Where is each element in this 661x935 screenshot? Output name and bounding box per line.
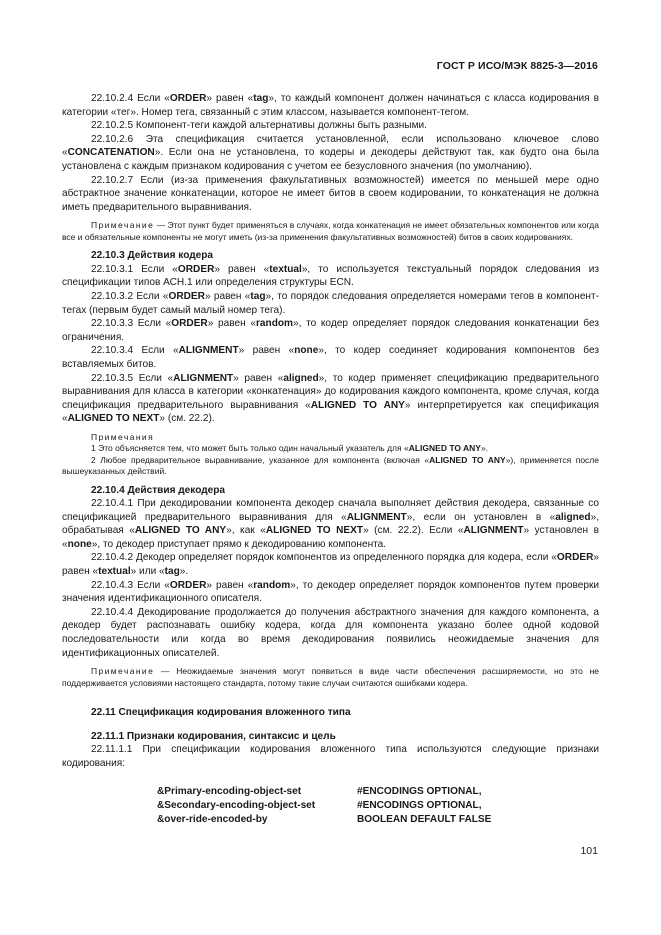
paragraph-22-10-2-5: 22.10.2.5 Компонент-теги каждой альтернативы должны быть разными. [91, 120, 427, 132]
note-label: Примечание [91, 220, 155, 231]
paragraph-22-10-4-2: 22.10.4.2 Декодер определяет порядок компонентов из определенного порядка для кодера, если «ORDER» равен «textual» или «tag». [62, 552, 599, 578]
paragraph-22-10-3-1: 22.10.3.1 Если «ORDER» равен «textual», то используется текстуальный порядок следования из спецификации типов АСН.1 или определения структуры ECN. [62, 263, 599, 289]
heading-22-10-4: 22.10.4 Действия декодера [91, 484, 226, 496]
paragraph-22-10-4-4: 22.10.4.4 Декодирование продолжается до получения абстрактного значения для каждого компонента, а декодер будет распознавать ошибку кодера, когда для компонента указано более одной кодовой последовательности или когда во время декодирования появились неожидаемые значения для идентификационных описателей. [62, 606, 599, 659]
code-block [157, 785, 599, 826]
paragraph-22-10-3-5: 22.10.3.5 Если «ALIGNMENT» равен «aligned», то кодер применяет спецификацию предварительного выравнивания для класса в категории «конкатенация» до кодирования каждого компонента, кроме случая, когда спецификация предварительного выравнивания «ALIGNED TO ANY» интерпретируется как спецификация «ALIGNED TO NEXT» (см. 22.2). [62, 372, 600, 425]
code-right: #ENCODINGS OPTIONAL, [357, 786, 482, 798]
paragraph-22-10-2-6: 22.10.2.6 Эта спецификация считается установленной, если использовано ключевое слово «CONCATENATION». Если она не установлена, то кодеры и декодеры действуют так, как будто она была установлена с каждым признаком кодирования с учетом ее безусловного значения (по умолчанию). [62, 133, 599, 172]
heading-22-11: 22.11 Спецификация кодирования вложенного типа [91, 707, 351, 719]
heading-22-11-1: 22.11.1 Признаки кодирования, синтаксис и цель [91, 730, 336, 742]
notes-2-item-1: 1 Это объясняется тем, что может быть только один начальный указатель для «ALIGNED TO ANY». [91, 443, 489, 454]
paragraph-22-10-2-7: 22.10.2.7 Если (из-за применения факультативных возможностей) имеется по меньшей мере одно абстрактное значение конкатенации, которое не имеет битов в своем кодировании, то конкатенация не должна иметь предварительного выравнивания. [62, 174, 599, 213]
code-left: &over-ride-encoded-by [157, 813, 268, 825]
page-number: 101 [580, 845, 598, 857]
notes-2-item-2: 2 Любое предварительное выравнивание, указанное для компонента (включая «ALIGNED TO ANY»), применяется после вышеуказанных действий. [62, 454, 599, 477]
heading-22-10-3: 22.10.3 Действия кодера [91, 250, 214, 262]
code-left: &Secondary-encoding-object-set [157, 800, 316, 811]
code-left: &Primary-encoding-object-set [157, 786, 302, 798]
code-row [157, 813, 599, 827]
note-1 [62, 220, 599, 243]
paragraph-22-10-4-1: 22.10.4.1 При декодировании компонента декодер сначала выполняет действия декодера, связанные со спецификацией предварительного выравнивания для «ALIGNMENT», если он установлен в «aligned», обрабатывая «ALIGNED TO ANY», как «ALIGNED TO NEXT» (см. 22.2). Если «ALIGNMENT» установлен в «none», то декодер приступает прямо к декодированию компонента. [62, 498, 600, 550]
code-right: #ENCODINGS OPTIONAL, [357, 800, 482, 811]
code-row [157, 785, 599, 799]
code-row [157, 799, 599, 813]
paragraph-22-10-3-2: 22.10.3.2 Если «ORDER» равен «tag», то порядок следования определяется номерами тегов в компонент-тегах (первым будет самый малый номер тега). [62, 290, 599, 316]
paragraph-22-10-2-4: 22.10.2.4 Если «ORDER» равен «tag», то каждый компонент должен начинаться с класса кодирования в категории «тег». Номер тега, связанный с этим классом, называется компонент-тегом. [62, 93, 599, 118]
note-text: — Неожидаемые значения могут появиться в виде части обеспечения расширяемости, но это не поддерживается условиями настоящего стандарта, потому такие случаи считаются ошибками кодера. [62, 666, 599, 688]
code-right: BOOLEAN DEFAULT FALSE [357, 813, 492, 825]
paragraph-22-11-1-1: 22.11.1.1 При спецификации кодирования вложенного типа используются следующие признаки кодирования: [62, 744, 599, 769]
notes-2-label: Примечания [91, 431, 155, 442]
note-text: — Этот пункт будет применяться в случаях, когда конкатенация не имеет обязательных компонентов или когда все и обязательные компоненты не могут иметь (из-за применения факультативных возможностей) битов в своих кодированиях. [62, 220, 599, 242]
paragraph-22-10-3-4: 22.10.3.4 Если «ALIGNMENT» равен «none», то кодер соединяет кодирования компонентов без вставляемых битов. [62, 345, 599, 370]
page-content [62, 92, 599, 826]
page-header: ГОСТ Р ИСО/МЭК 8825-3—2016 [436, 60, 598, 72]
paragraph-22-10-4-3: 22.10.4.3 Если «ORDER» равен «random», то декодер определяет порядок компонентов путем проверки значения идентификационного описателя. [62, 579, 599, 605]
note-3 [62, 666, 599, 689]
note-label: Примечание [91, 666, 155, 677]
paragraph-22-10-3-3: 22.10.3.3 Если «ORDER» равен «random», то кодер определяет порядок следования конкатенации без ограничения. [62, 318, 599, 343]
